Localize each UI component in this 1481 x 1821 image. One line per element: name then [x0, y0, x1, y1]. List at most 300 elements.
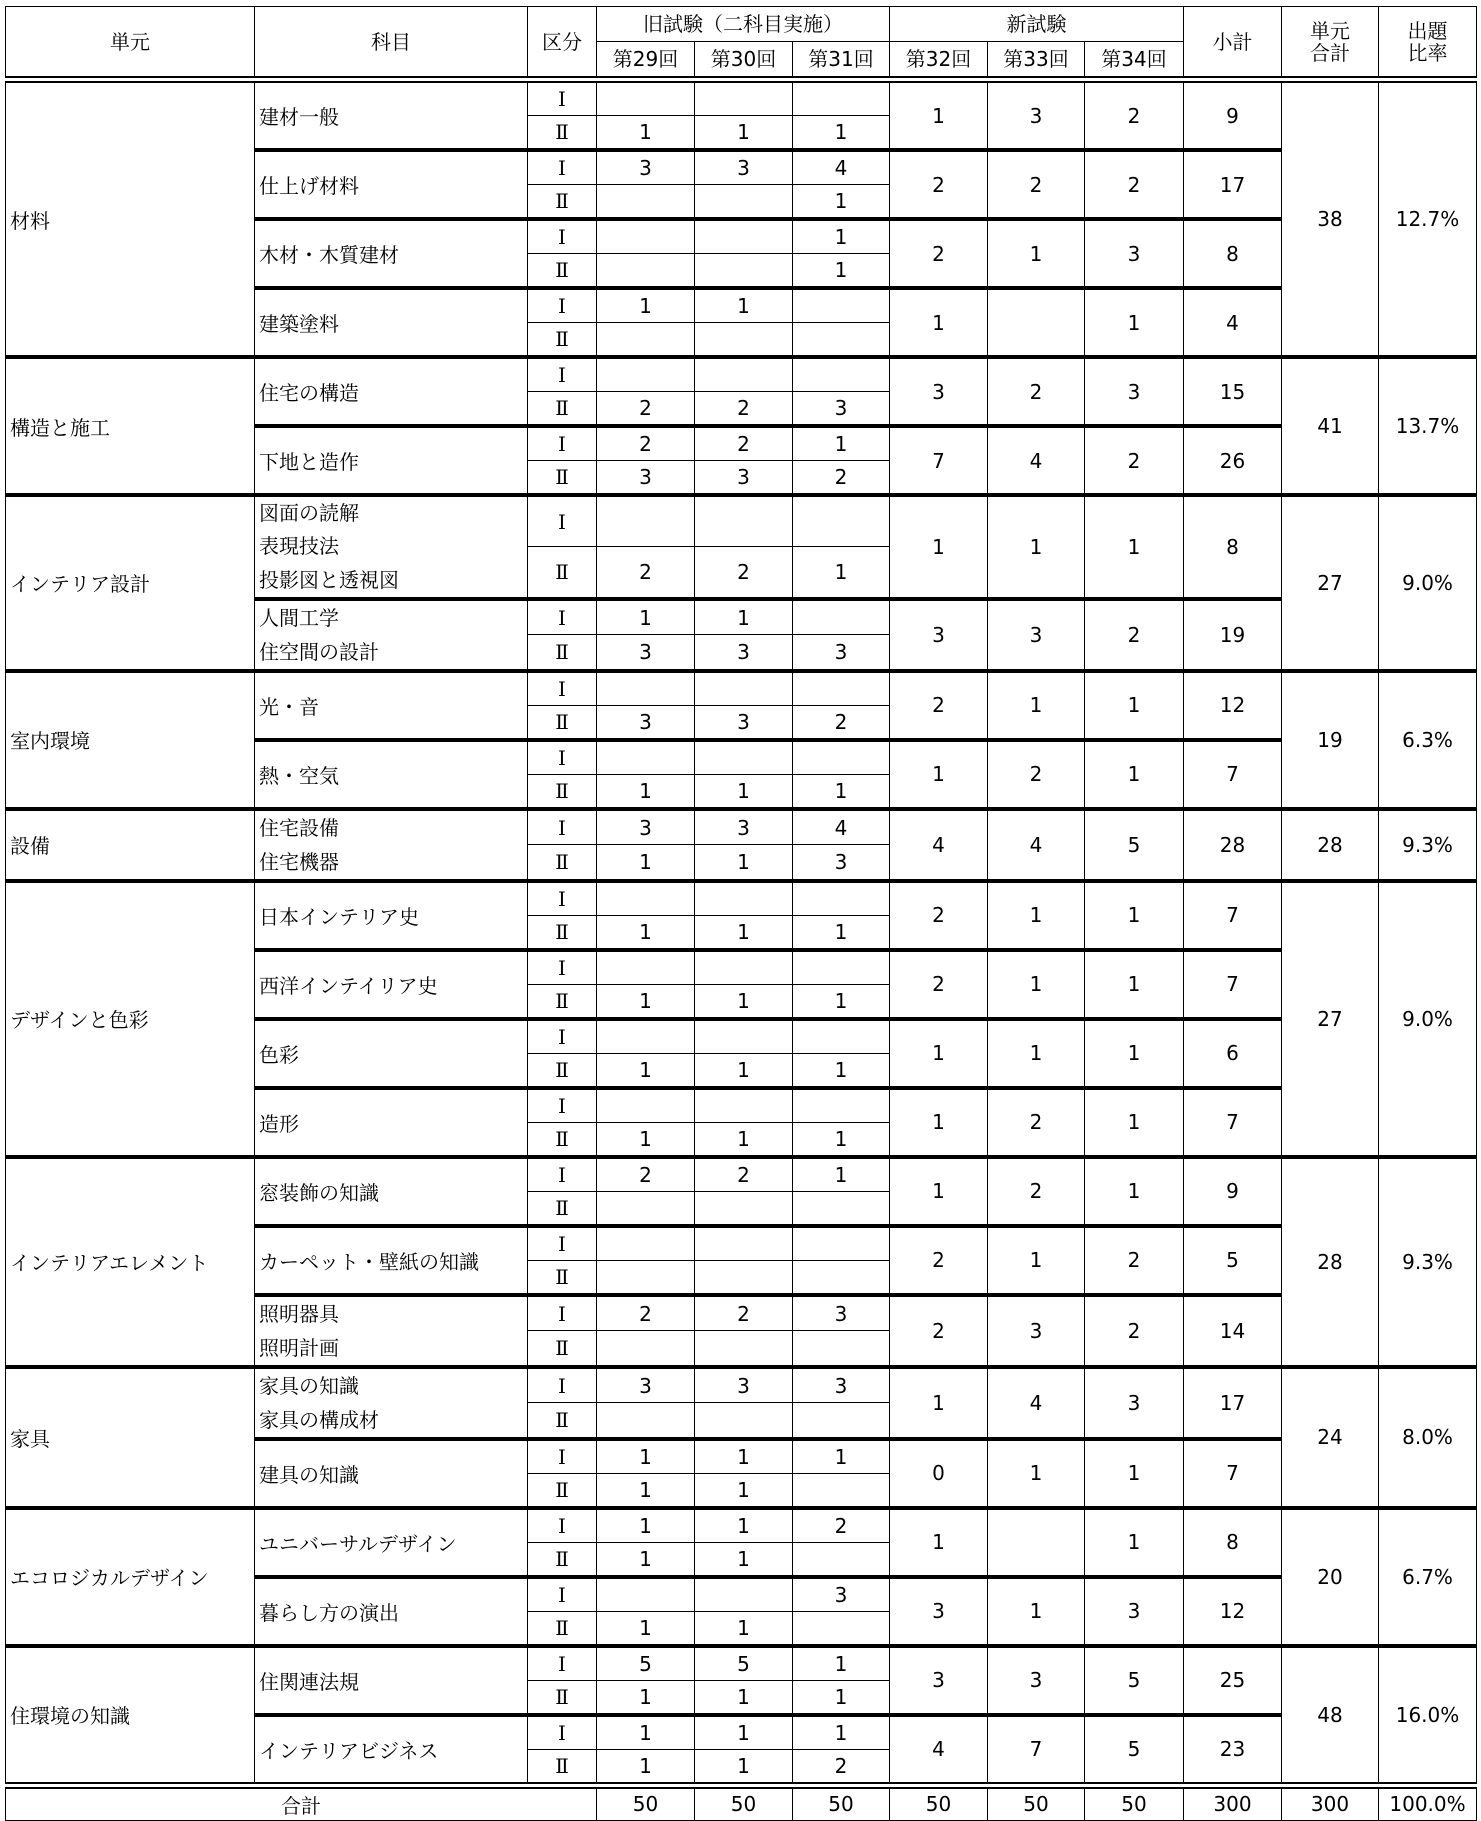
old-exam-count	[597, 1088, 695, 1123]
total-round-count: 50	[793, 1785, 890, 1820]
kubun-label: Ⅰ	[528, 599, 597, 635]
subject-subtotal: 17	[1184, 150, 1282, 219]
subject-line: 西洋インテイリア史	[259, 973, 438, 998]
old-exam-count	[793, 1088, 890, 1123]
kubun-label: Ⅰ	[528, 1439, 597, 1474]
new-exam-count: 2	[890, 150, 988, 219]
old-exam-count: 3	[793, 1295, 890, 1331]
old-exam-count	[695, 185, 793, 220]
unit-total: 38	[1282, 80, 1379, 358]
kubun-label: Ⅱ	[528, 1331, 597, 1367]
kubun-label: Ⅱ	[528, 1053, 597, 1088]
subject-line: 熱・空気	[259, 763, 339, 788]
old-exam-count	[597, 671, 695, 706]
subject-line: 住関連法規	[259, 1669, 359, 1694]
header-round-34: 第34回	[1085, 42, 1184, 80]
total-round-count: 50	[597, 1785, 695, 1820]
old-exam-count	[793, 1260, 890, 1295]
subject-subtotal: 7	[1184, 1088, 1282, 1157]
old-exam-count: 2	[793, 1749, 890, 1785]
total-unit-total: 300	[1282, 1785, 1379, 1820]
unit-ratio: 16.0%	[1379, 1646, 1477, 1786]
new-exam-count: 3	[988, 1295, 1085, 1367]
old-exam-count: 1	[695, 1122, 793, 1157]
old-exam-count: 1	[793, 1715, 890, 1750]
header-new-exam: 新試験	[890, 7, 1184, 42]
new-exam-count	[988, 288, 1085, 357]
new-exam-count: 4	[988, 1367, 1085, 1439]
kubun-label: Ⅱ	[528, 635, 597, 671]
unit-name: エコロジカルデザイン	[6, 1508, 255, 1646]
subject-line: 日本インテリア史	[259, 904, 419, 929]
kubun-label: Ⅰ	[528, 1508, 597, 1543]
old-exam-count	[793, 1403, 890, 1439]
header-unit-total-line1: 単元	[1310, 18, 1351, 43]
unit-ratio: 9.3%	[1379, 1157, 1477, 1367]
old-exam-count: 1	[695, 599, 793, 635]
old-exam-count	[695, 1088, 793, 1123]
total-round-count: 50	[695, 1785, 793, 1820]
subject-name	[255, 950, 528, 1019]
old-exam-count: 3	[597, 150, 695, 185]
old-exam-count	[597, 254, 695, 289]
subject-name	[255, 1577, 528, 1646]
new-exam-count: 3	[1085, 1367, 1184, 1439]
subject-subtotal: 23	[1184, 1715, 1282, 1786]
new-exam-count: 2	[1085, 80, 1184, 151]
subject-name	[255, 288, 528, 357]
kubun-label: Ⅱ	[528, 1611, 597, 1646]
old-exam-count: 2	[597, 426, 695, 461]
old-exam-count: 5	[695, 1646, 793, 1681]
old-exam-count: 3	[793, 392, 890, 427]
new-exam-count: 4	[988, 426, 1085, 495]
unit-ratio: 9.0%	[1379, 881, 1477, 1157]
subject-name	[255, 150, 528, 219]
subject-name	[255, 809, 528, 881]
new-exam-count: 2	[988, 1088, 1085, 1157]
subject-subtotal: 9	[1184, 1157, 1282, 1226]
subject-name	[255, 495, 528, 599]
new-exam-count: 1	[890, 740, 988, 809]
old-exam-count: 3	[695, 705, 793, 740]
new-exam-count: 1	[988, 1019, 1085, 1088]
kubun-label: Ⅱ	[528, 845, 597, 881]
subject-name	[255, 80, 528, 151]
old-exam-count	[793, 323, 890, 358]
new-exam-count: 3	[890, 1577, 988, 1646]
subject-name	[255, 881, 528, 950]
unit-ratio: 8.0%	[1379, 1367, 1477, 1508]
subject-name	[255, 1367, 528, 1439]
subject-subtotal: 5	[1184, 1226, 1282, 1295]
kubun-label: Ⅱ	[528, 1542, 597, 1577]
total-round-count: 50	[988, 1785, 1085, 1820]
subject-line: 色彩	[259, 1042, 299, 1067]
new-exam-count: 1	[1085, 1019, 1184, 1088]
old-exam-count	[597, 950, 695, 985]
new-exam-count: 1	[988, 219, 1085, 288]
kubun-label: Ⅰ	[528, 495, 597, 547]
old-exam-count: 1	[597, 1611, 695, 1646]
old-exam-count: 1	[597, 984, 695, 1019]
new-exam-count: 2	[988, 1157, 1085, 1226]
subject-subtotal: 7	[1184, 740, 1282, 809]
old-exam-count: 3	[597, 705, 695, 740]
new-exam-count: 1	[890, 288, 988, 357]
header-unit-total	[1282, 7, 1379, 80]
subject-line: 木材・木質建材	[259, 243, 399, 267]
unit-total: 20	[1282, 1508, 1379, 1646]
unit-name: 家具	[6, 1367, 255, 1508]
old-exam-count: 1	[793, 547, 890, 599]
subject-subtotal: 7	[1184, 881, 1282, 950]
subject-line: 下地と造作	[259, 450, 359, 474]
old-exam-count	[597, 881, 695, 916]
old-exam-count	[695, 219, 793, 254]
old-exam-count	[695, 950, 793, 985]
unit-name: インテリア設計	[6, 495, 255, 671]
old-exam-count	[793, 881, 890, 916]
old-exam-count: 1	[793, 984, 890, 1019]
old-exam-count: 1	[695, 1508, 793, 1543]
new-exam-count: 2	[890, 1295, 988, 1367]
kubun-label: Ⅰ	[528, 80, 597, 116]
kubun-label: Ⅱ	[528, 1749, 597, 1785]
kubun-label: Ⅰ	[528, 150, 597, 185]
kubun-label: Ⅱ	[528, 1260, 597, 1295]
old-exam-count: 1	[597, 1715, 695, 1750]
old-exam-count: 2	[793, 1508, 890, 1543]
header-subtotal: 小計	[1184, 7, 1282, 80]
old-exam-count: 1	[793, 774, 890, 809]
subject-line: 住宅機器	[259, 849, 339, 874]
old-exam-count: 3	[695, 1367, 793, 1403]
old-exam-count: 1	[793, 116, 890, 151]
table-row	[6, 1646, 1477, 1681]
new-exam-count: 3	[988, 599, 1085, 671]
old-exam-count	[793, 288, 890, 323]
total-ratio: 100.0%	[1379, 1785, 1477, 1820]
old-exam-count	[793, 1542, 890, 1577]
kubun-label: Ⅰ	[528, 1367, 597, 1403]
subject-subtotal: 12	[1184, 671, 1282, 740]
old-exam-count	[597, 219, 695, 254]
old-exam-count: 1	[695, 1542, 793, 1577]
old-exam-count	[695, 254, 793, 289]
table-row	[6, 357, 1477, 392]
new-exam-count: 2	[890, 1226, 988, 1295]
kubun-label: Ⅱ	[528, 323, 597, 358]
old-exam-count: 3	[597, 1367, 695, 1403]
old-exam-count	[597, 1191, 695, 1226]
old-exam-count	[793, 671, 890, 706]
old-exam-count	[793, 1473, 890, 1508]
kubun-label: Ⅱ	[528, 116, 597, 151]
total-round-count: 50	[1085, 1785, 1184, 1820]
old-exam-count: 2	[695, 547, 793, 599]
kubun-label: Ⅱ	[528, 915, 597, 950]
subject-name	[255, 1508, 528, 1577]
new-exam-count: 1	[1085, 288, 1184, 357]
table-row	[6, 80, 1477, 116]
old-exam-count	[793, 1191, 890, 1226]
new-exam-count: 2	[890, 881, 988, 950]
subject-line: 家具の構成材	[259, 1407, 379, 1432]
subject-name	[255, 1646, 528, 1715]
old-exam-count	[695, 1331, 793, 1367]
header-unit-total-line2: 合計	[1310, 40, 1351, 65]
subject-line: 図面の読解	[259, 501, 359, 525]
old-exam-count	[793, 1226, 890, 1261]
old-exam-count: 1	[695, 288, 793, 323]
old-exam-count: 2	[597, 392, 695, 427]
new-exam-count: 5	[1085, 1715, 1184, 1786]
old-exam-count	[695, 881, 793, 916]
new-exam-count: 2	[988, 357, 1085, 426]
header-round-31: 第31回	[793, 42, 890, 80]
header-old-exam: 旧試験（二科目実施）	[597, 7, 890, 42]
new-exam-count: 1	[988, 881, 1085, 950]
subject-line: 家具の知識	[259, 1373, 359, 1398]
old-exam-count: 2	[597, 1157, 695, 1192]
old-exam-count: 5	[597, 1646, 695, 1681]
old-exam-count: 3	[695, 635, 793, 671]
subject-line: 人間工学	[259, 605, 339, 630]
subject-line: 投影図と透視図	[259, 567, 399, 592]
subject-line: 仕上げ材料	[259, 174, 359, 198]
kubun-label: Ⅰ	[528, 219, 597, 254]
old-exam-count: 2	[793, 461, 890, 496]
old-exam-count: 1	[695, 116, 793, 151]
kubun-label: Ⅰ	[528, 881, 597, 916]
old-exam-count: 1	[597, 116, 695, 151]
new-exam-count: 1	[890, 1367, 988, 1439]
kubun-label: Ⅰ	[528, 1088, 597, 1123]
old-exam-count: 1	[793, 1646, 890, 1681]
new-exam-count: 2	[1085, 1226, 1184, 1295]
kubun-label: Ⅰ	[528, 740, 597, 775]
old-exam-count: 1	[695, 1053, 793, 1088]
header-round-30: 第30回	[695, 42, 793, 80]
subject-subtotal: 4	[1184, 288, 1282, 357]
unit-name: 住環境の知識	[6, 1646, 255, 1786]
subject-line: 照明器具	[259, 1301, 339, 1326]
header-subject: 科目	[255, 7, 528, 80]
unit-name: 構造と施工	[6, 357, 255, 495]
subject-subtotal: 25	[1184, 1646, 1282, 1715]
old-exam-count: 3	[597, 809, 695, 845]
table-row	[6, 1367, 1477, 1403]
unit-total: 28	[1282, 1157, 1379, 1367]
old-exam-count: 1	[597, 1439, 695, 1474]
new-exam-count	[988, 1508, 1085, 1577]
table-header	[6, 7, 1477, 80]
new-exam-count: 3	[890, 599, 988, 671]
subject-subtotal: 28	[1184, 809, 1282, 881]
subject-name	[255, 1157, 528, 1226]
old-exam-count: 1	[793, 185, 890, 220]
subject-subtotal: 7	[1184, 950, 1282, 1019]
unit-ratio: 13.7%	[1379, 357, 1477, 495]
old-exam-count: 1	[597, 774, 695, 809]
old-exam-count	[695, 1019, 793, 1054]
kubun-label: Ⅱ	[528, 547, 597, 599]
new-exam-count: 1	[890, 1019, 988, 1088]
old-exam-count: 1	[597, 599, 695, 635]
kubun-label: Ⅰ	[528, 288, 597, 323]
subject-name	[255, 1295, 528, 1367]
old-exam-count	[597, 1331, 695, 1367]
unit-ratio: 12.7%	[1379, 80, 1477, 358]
kubun-label: Ⅱ	[528, 774, 597, 809]
old-exam-count	[793, 1019, 890, 1054]
old-exam-count: 2	[597, 547, 695, 599]
subject-line: 住空間の設計	[259, 639, 379, 664]
new-exam-count: 3	[890, 357, 988, 426]
old-exam-count	[793, 740, 890, 775]
old-exam-count: 1	[695, 1715, 793, 1750]
table-body	[6, 80, 1477, 1821]
kubun-label: Ⅰ	[528, 426, 597, 461]
old-exam-count: 4	[793, 150, 890, 185]
kubun-label: Ⅱ	[528, 1403, 597, 1439]
new-exam-count: 1	[988, 950, 1085, 1019]
old-exam-count: 1	[793, 1439, 890, 1474]
new-exam-count: 7	[988, 1715, 1085, 1786]
old-exam-count: 2	[695, 1157, 793, 1192]
table-row	[6, 495, 1477, 547]
new-exam-count: 1	[1085, 881, 1184, 950]
old-exam-count: 1	[793, 426, 890, 461]
new-exam-count: 3	[988, 80, 1085, 151]
subject-line: 建材一般	[259, 105, 339, 129]
old-exam-count	[793, 950, 890, 985]
old-exam-count	[695, 80, 793, 116]
kubun-label: Ⅰ	[528, 1295, 597, 1331]
kubun-label: Ⅱ	[528, 1122, 597, 1157]
old-exam-count	[597, 1226, 695, 1261]
unit-ratio: 6.3%	[1379, 671, 1477, 809]
subject-line: 建築塗料	[259, 312, 339, 336]
kubun-label: Ⅱ	[528, 1680, 597, 1715]
old-exam-count	[695, 1226, 793, 1261]
old-exam-count: 1	[695, 774, 793, 809]
old-exam-count	[695, 495, 793, 547]
old-exam-count: 1	[793, 219, 890, 254]
kubun-label: Ⅰ	[528, 357, 597, 392]
new-exam-count: 1	[1085, 495, 1184, 599]
new-exam-count: 1	[890, 1088, 988, 1157]
new-exam-count: 1	[1085, 1508, 1184, 1577]
new-exam-count: 3	[1085, 1577, 1184, 1646]
old-exam-count	[793, 1611, 890, 1646]
header-unit: 単元	[6, 7, 255, 80]
old-exam-count	[695, 740, 793, 775]
new-exam-count: 7	[890, 426, 988, 495]
subject-line: 建具の知識	[259, 1462, 359, 1487]
subject-subtotal: 6	[1184, 1019, 1282, 1088]
new-exam-count: 4	[890, 1715, 988, 1786]
subject-name	[255, 357, 528, 426]
subject-subtotal: 9	[1184, 80, 1282, 151]
old-exam-count	[793, 80, 890, 116]
old-exam-count: 1	[597, 288, 695, 323]
subject-subtotal: 8	[1184, 219, 1282, 288]
header-ratio-line2: 比率	[1407, 40, 1448, 65]
unit-total: 19	[1282, 671, 1379, 809]
new-exam-count: 3	[890, 1646, 988, 1715]
old-exam-count	[695, 323, 793, 358]
old-exam-count: 1	[793, 254, 890, 289]
old-exam-count: 1	[695, 984, 793, 1019]
subject-line: ユニバーサルデザイン	[259, 1531, 457, 1556]
old-exam-count: 2	[695, 392, 793, 427]
old-exam-count: 1	[793, 1053, 890, 1088]
table-row	[6, 809, 1477, 845]
old-exam-count: 3	[695, 150, 793, 185]
table-row	[6, 671, 1477, 706]
old-exam-count: 1	[695, 845, 793, 881]
kubun-label: Ⅰ	[528, 950, 597, 985]
old-exam-count	[695, 357, 793, 392]
old-exam-count	[793, 599, 890, 635]
subject-name	[255, 1715, 528, 1786]
table-row	[6, 1157, 1477, 1192]
old-exam-count: 1	[695, 1473, 793, 1508]
kubun-label: Ⅰ	[528, 1157, 597, 1192]
old-exam-count: 1	[793, 1157, 890, 1192]
subject-line: 光・音	[259, 694, 319, 719]
new-exam-count: 3	[1085, 357, 1184, 426]
old-exam-count: 1	[597, 1542, 695, 1577]
subject-subtotal: 8	[1184, 1508, 1282, 1577]
old-exam-count	[597, 1403, 695, 1439]
new-exam-count: 1	[988, 671, 1085, 740]
header-round-33: 第33回	[988, 42, 1085, 80]
old-exam-count	[597, 1260, 695, 1295]
kubun-label: Ⅱ	[528, 984, 597, 1019]
header-ratio-line1: 出題	[1407, 18, 1448, 43]
old-exam-count: 3	[793, 635, 890, 671]
old-exam-count	[597, 185, 695, 220]
header-round-29: 第29回	[597, 42, 695, 80]
new-exam-count: 1	[1085, 740, 1184, 809]
kubun-label: Ⅰ	[528, 1646, 597, 1681]
unit-name: 設備	[6, 809, 255, 881]
subject-name	[255, 740, 528, 809]
kubun-label: Ⅱ	[528, 392, 597, 427]
old-exam-count: 3	[695, 461, 793, 496]
subject-subtotal: 17	[1184, 1367, 1282, 1439]
subject-name	[255, 671, 528, 740]
new-exam-count: 1	[988, 1577, 1085, 1646]
unit-ratio: 9.0%	[1379, 495, 1477, 671]
old-exam-count: 1	[597, 1749, 695, 1785]
subject-subtotal: 8	[1184, 495, 1282, 599]
old-exam-count	[597, 1577, 695, 1612]
total-row	[6, 1785, 1477, 1820]
new-exam-count: 2	[988, 150, 1085, 219]
new-exam-count: 2	[1085, 599, 1184, 671]
new-exam-count: 1	[890, 80, 988, 151]
exam-question-distribution-table	[5, 6, 1477, 1821]
kubun-label: Ⅰ	[528, 1715, 597, 1750]
subject-line: 照明計画	[259, 1335, 339, 1360]
kubun-label: Ⅱ	[528, 185, 597, 220]
old-exam-count: 1	[597, 1053, 695, 1088]
total-subtotal: 300	[1184, 1785, 1282, 1820]
